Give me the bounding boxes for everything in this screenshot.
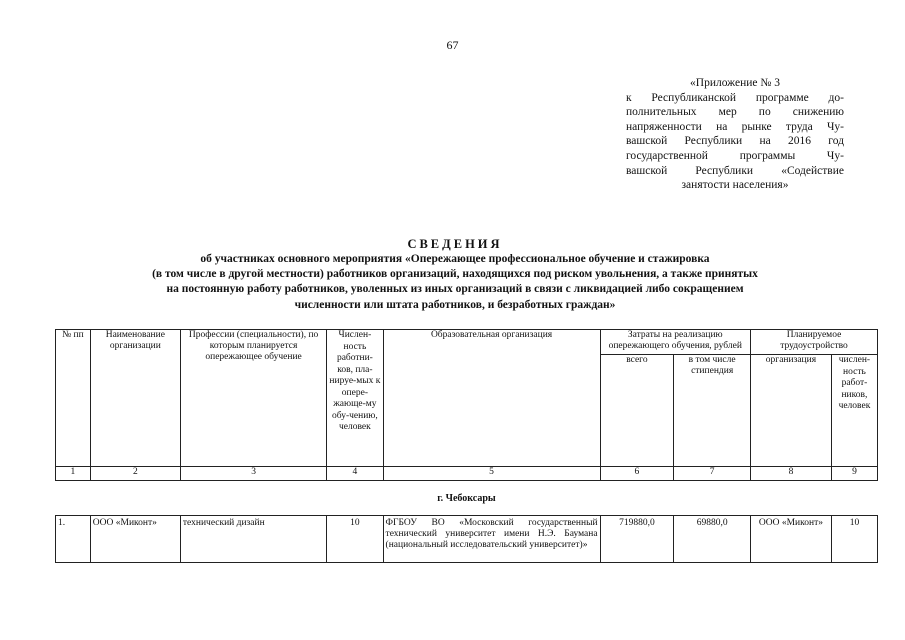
appendix-line: к Республиканской программе до- xyxy=(626,91,844,104)
appendix-note xyxy=(626,76,844,193)
header-number: № пп xyxy=(56,330,91,467)
page-number: 67 xyxy=(446,38,459,52)
row-count: 10 xyxy=(327,516,383,563)
title-line: численности или штата работников, и безработных граждан» xyxy=(294,298,616,311)
header-organization: Наименование организации xyxy=(90,330,180,467)
header-costs-group: Затраты на реализацию опережающего обучения, рублей xyxy=(600,330,750,355)
table-row xyxy=(56,516,878,563)
header-row xyxy=(56,330,878,355)
row-profession: технический дизайн xyxy=(180,516,326,563)
participants-table xyxy=(55,329,878,563)
appendix-line: вашской Республики на 2016 год xyxy=(626,135,844,148)
title-line: (в том числе в другой местности) работников организаций, находящихся под риском увольнения, а также принятых xyxy=(152,268,758,281)
appendix-line: полнительных мер по снижению xyxy=(626,106,844,119)
header-profession: Профессии (специальности), по которым планируется опережающее обучение xyxy=(180,330,326,467)
column-number-row xyxy=(56,467,878,481)
column-number: 9 xyxy=(831,467,877,481)
appendix-line: занятости населения» xyxy=(681,179,789,192)
column-number: 8 xyxy=(751,467,832,481)
row-employer: ООО «Миконт» xyxy=(751,516,832,563)
title-heading: СВЕДЕНИЯ xyxy=(407,237,503,251)
column-number: 4 xyxy=(327,467,383,481)
row-total: 719880,0 xyxy=(600,516,674,563)
header-edu-org: Образовательная организация xyxy=(383,330,600,467)
city-row xyxy=(56,481,878,516)
city-name: г. Чебоксары xyxy=(56,481,878,516)
appendix-line: «Приложение № 3 xyxy=(690,77,780,89)
header-employer: организация xyxy=(751,355,832,467)
column-number: 2 xyxy=(90,467,180,481)
document-title xyxy=(60,236,850,313)
appendix-line: вашской Республики «Содействие xyxy=(626,164,844,177)
column-number: 1 xyxy=(56,467,91,481)
header-stipend: в том числе стипендия xyxy=(674,355,751,467)
appendix-line: напряженности на рынке труда Чу- xyxy=(626,120,844,133)
column-number: 7 xyxy=(674,467,751,481)
row-number: 1. xyxy=(56,516,91,563)
header-count: Числен-ность работни-ков, пла-нируе-мых к опере-жающе-му обу-чению, человек xyxy=(327,330,383,467)
title-line: на постоянную работу работников, уволенных из иных организаций в связи с ликвидацией либо сокращением xyxy=(166,283,744,296)
column-number: 5 xyxy=(383,467,600,481)
row-organization: ООО «Миконт» xyxy=(90,516,180,563)
header-employment-group: Планируемое трудоустройство xyxy=(751,330,878,355)
header-total: всего xyxy=(600,355,674,467)
row-edu-org: ФГБОУ ВО «Московский государственный технический университет имени Н.Э. Баумана (национальный исследовательский университет)» xyxy=(383,516,600,563)
row-stipend: 69880,0 xyxy=(674,516,751,563)
row-employees: 10 xyxy=(831,516,877,563)
title-line: об участниках основного мероприятия «Опережающее профессиональное обучение и стажировка xyxy=(200,253,710,265)
column-number: 3 xyxy=(180,467,326,481)
header-employees: числен-ность работ-ников, человек xyxy=(831,355,877,467)
column-number: 6 xyxy=(600,467,674,481)
appendix-line: государственной программы Чу- xyxy=(626,149,844,162)
